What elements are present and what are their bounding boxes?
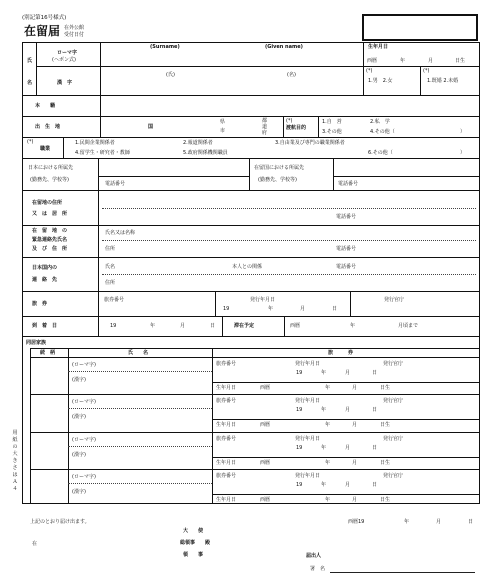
birth-label: 生年月日 [368, 44, 389, 50]
arrival-label: 到 着 日 [32, 323, 58, 329]
family-row-1-day: 日 [372, 370, 378, 376]
family-row-2-birth-field[interactable] [213, 420, 479, 431]
japan-contact-label-1: 日本国内の [32, 265, 58, 271]
birth-era: 西暦 [367, 58, 378, 64]
shussei-shi: 市 [220, 128, 226, 134]
family-row-2-year: 年 [321, 407, 327, 413]
family-row-3-dob-day: 日生 [380, 460, 391, 466]
japan-contact-field[interactable] [99, 258, 479, 290]
emergency-addr: 住所 [105, 246, 116, 252]
footer-month: 月 [436, 519, 442, 525]
form-title: 在留届 [24, 24, 61, 38]
office-received: 在外公館 [64, 25, 85, 31]
occupation-label: 職業 [40, 146, 51, 152]
family-row-1-dob-month: 月 [352, 385, 358, 391]
arrival-date-field[interactable] [99, 317, 221, 335]
emergency-label-1: 在 留 地 の [32, 228, 68, 234]
stay-era: 西暦 [290, 323, 301, 329]
family-row-3-dob-month: 月 [352, 460, 358, 466]
family-row-1-nineteen: 19 [296, 370, 303, 376]
local-affiliation-label-1: 日本における所属先 [28, 165, 74, 171]
shussei-kuni: 国 [148, 124, 154, 130]
passport-nineteen: 19 [223, 306, 230, 312]
arrival-nineteen: 19 [110, 323, 117, 329]
stay-year: 年 [350, 323, 356, 329]
family-row-2-issued: 発行年月日 [295, 398, 321, 404]
footer-statement: 上記のとおり届け出ます。 [30, 519, 90, 525]
footer-year: 年 [404, 519, 410, 525]
stay-until-field[interactable] [285, 317, 479, 335]
family-row-1-era: 西暦 [260, 385, 271, 391]
japan-contact-tel: 電話番号 [336, 264, 357, 270]
family-row-1-dob-year: 年 [325, 385, 331, 391]
family-row-3-birth: 生年月日 [216, 460, 237, 466]
family-row-2-relation-field[interactable] [31, 395, 67, 431]
family-row-4-name-field[interactable] [69, 470, 211, 503]
birth-year: 年 [400, 58, 406, 64]
family-row-4-passport-num: 旅券番号 [216, 473, 237, 479]
family-section-label: 同居家族 [26, 340, 47, 346]
purpose-2[interactable]: 2.私 学 [370, 119, 390, 125]
family-row-2-roman: (ローマ字) [72, 399, 96, 405]
purpose-1[interactable]: 1.自 営 [322, 119, 342, 125]
family-row-4-kanji: (漢字) [72, 489, 86, 495]
family-row-4-birth-field[interactable] [213, 495, 479, 503]
office-stamp-box[interactable] [362, 14, 478, 41]
birth-month: 月 [428, 58, 434, 64]
emergency-label-3: 及 び 住 所 [32, 246, 68, 252]
family-row-4-issued: 発行年月日 [295, 473, 321, 479]
occupation-3[interactable]: 3.自由業及び専門の職業関係者 [275, 140, 345, 146]
paper-size-note: 用紙の大きさはＡ４ [12, 430, 18, 492]
given-name-label: (Given name) [265, 44, 303, 50]
family-row-1-kanji: (漢字) [72, 377, 86, 383]
family-row-3-roman: (ローマ字) [72, 437, 96, 443]
family-row-1-issuer: 発行官庁 [383, 361, 404, 367]
purpose-no: (*) [286, 118, 293, 124]
family-row-3-passport-field[interactable] [213, 433, 479, 456]
family-row-3-dob-year: 年 [325, 460, 331, 466]
family-row-1-passport-num: 旅券番号 [216, 361, 237, 367]
address-label-2: 又 は 居 所 [32, 211, 68, 217]
footer-to-ambassador: 大 使 [183, 528, 204, 534]
family-row-2-birth: 生年月日 [216, 422, 237, 428]
passport-label: 旅 券 [32, 301, 48, 307]
local-affiliation-tel: 電話番号 [105, 181, 126, 187]
family-row-3-birth-field[interactable] [213, 458, 479, 468]
family-row-1-issued: 発行年月日 [295, 361, 321, 367]
roman-sub: (ヘボン式) [52, 57, 76, 63]
family-row-1-passport-field[interactable] [213, 358, 479, 381]
family-row-2-dob-month: 月 [352, 422, 358, 428]
birthplace-field[interactable] [101, 117, 282, 136]
passport-issuer-field[interactable] [351, 292, 479, 315]
passport-number-field[interactable] [99, 292, 214, 315]
passport-issuer-label: 発行官庁 [384, 297, 405, 303]
family-row-4-month: 月 [345, 482, 351, 488]
honseki-label: 本 籍 [35, 103, 56, 109]
date-received: 受付日付 [64, 32, 85, 38]
footer-applicant: 届出人 [306, 553, 322, 559]
family-row-2-passport-num: 旅券番号 [216, 398, 237, 404]
abroad-affiliation-label-2: (勤務先、学校等) [258, 177, 297, 183]
family-row-1-birth: 生年月日 [216, 385, 237, 391]
marital-options[interactable]: 1.既婚 2.未婚 [427, 78, 459, 84]
japan-contact-relation: 本人との関係 [232, 264, 263, 270]
footer-to-consul-general: 総領事 殿 [180, 540, 211, 546]
emergency-field[interactable] [99, 226, 479, 256]
japan-contact-addr: 住所 [105, 280, 116, 286]
family-col-passport: 旅 券 [328, 350, 354, 356]
family-row-2-passport-field[interactable] [213, 395, 479, 418]
footer-day: 日 [468, 519, 474, 525]
arrival-month: 月 [180, 323, 186, 329]
family-row-4-dob-month: 月 [352, 497, 358, 503]
stay-month: 月頃まで [398, 323, 419, 329]
footer-at: 在 [32, 541, 38, 547]
family-row-1-dob-day: 日生 [380, 385, 391, 391]
family-row-2-dob-year: 年 [325, 422, 331, 428]
japan-contact-name: 氏名 [105, 264, 116, 270]
passport-day: 日 [332, 306, 338, 312]
family-row-3-kanji: (漢字) [72, 452, 86, 458]
family-row-3-issuer: 発行官庁 [383, 436, 404, 442]
abroad-affiliation-label-1: 在留国における所属先 [254, 165, 305, 171]
shussei-fu: 府 [262, 130, 268, 136]
passport-issued-field[interactable] [216, 292, 349, 315]
family-row-3-nineteen: 19 [296, 445, 303, 451]
submission-date-field[interactable] [360, 517, 475, 526]
footer-date-prefix: 西暦19 [348, 519, 365, 525]
shussei-to: 都 [262, 118, 268, 124]
family-row-1-month: 月 [345, 370, 351, 376]
form-number: (別記第16号様式) [22, 15, 67, 21]
family-row-4-dob-day: 日生 [380, 497, 391, 503]
family-row-2-nineteen: 19 [296, 407, 303, 413]
occupation-1[interactable]: 1.民間企業関係者 [75, 140, 115, 146]
kanji-mei: (名) [287, 72, 296, 78]
shussei-dou: 道 [262, 124, 268, 130]
family-row-2-dob-day: 日生 [380, 422, 391, 428]
family-row-3-era: 西暦 [260, 460, 271, 466]
sex-no: (*) [366, 68, 373, 74]
family-row-3-issued: 発行年月日 [295, 436, 321, 442]
family-row-4-passport-field[interactable] [213, 470, 479, 493]
family-row-4-issuer: 発行官庁 [383, 473, 404, 479]
kanji-shi: (氏) [166, 72, 175, 78]
family-row-3-day: 日 [372, 445, 378, 451]
passport-issued-label: 発行年月日 [250, 297, 276, 303]
occupation-2[interactable]: 2.報道関係者 [183, 140, 213, 146]
family-row-1-year: 年 [321, 370, 327, 376]
family-row-4-nineteen: 19 [296, 482, 303, 488]
occupation-6[interactable]: 6.その他（ [368, 150, 393, 156]
family-row-1-roman: (ローマ字) [72, 362, 96, 368]
name-label-shi: 氏 [27, 58, 33, 64]
japan-contact-label-2: 連 絡 先 [32, 277, 58, 283]
roman-label: ローマ字 [57, 50, 78, 56]
footer-to-consul: 領 事 [183, 552, 204, 558]
birth-day: 日生 [455, 58, 466, 64]
family-row-2-issuer: 発行官庁 [383, 398, 404, 404]
family-row-2-kanji: (漢字) [72, 414, 86, 420]
family-col-name: 氏 名 [128, 350, 149, 356]
local-affiliation-label-2: (勤務先、学校等) [30, 177, 69, 183]
family-row-4-dob-year: 年 [325, 497, 331, 503]
emergency-label-2: 緊急連絡先氏名 [32, 237, 68, 243]
name-label-mei: 名 [27, 80, 33, 86]
arrival-year: 年 [150, 323, 156, 329]
family-row-1-relation-field[interactable] [31, 358, 67, 393]
occupation-4[interactable]: 4.留学生・研究者・教師 [75, 150, 130, 156]
family-row-3-name-field[interactable] [69, 433, 211, 468]
occupation-close: ） [460, 150, 466, 156]
abroad-affiliation-tel: 電話番号 [338, 181, 359, 187]
family-row-3-year: 年 [321, 445, 327, 451]
family-row-3-passport-num: 旅券番号 [216, 436, 237, 442]
marital-no: (*) [423, 68, 430, 74]
family-row-4-era: 西暦 [260, 497, 271, 503]
shussei-ken: 県 [220, 119, 226, 125]
address-tel: 電話番号 [336, 214, 357, 220]
stay-label: 滞在予定 [234, 323, 255, 329]
family-row-4-relation-field[interactable] [31, 470, 67, 503]
surname-label: (Surname) [150, 44, 180, 50]
family-row-3-relation-field[interactable] [31, 433, 67, 468]
shussei-label: 出 生 地 [35, 124, 61, 130]
passport-year: 年 [268, 306, 274, 312]
birth-date-field[interactable] [378, 55, 478, 65]
family-row-4-year: 年 [321, 482, 327, 488]
passport-number-label: 旅券番号 [104, 297, 125, 303]
family-row-3-month: 月 [345, 445, 351, 451]
emergency-tel: 電話番号 [336, 246, 357, 252]
kanji-name-field[interactable] [101, 78, 362, 94]
footer-sign: 署 名 [310, 566, 326, 572]
honseki-field[interactable] [101, 96, 479, 115]
purpose-close: ） [460, 129, 466, 135]
purpose-4[interactable]: 4.その他（ [370, 129, 395, 135]
family-row-4-roman: (ローマ字) [72, 474, 96, 480]
family-row-2-day: 日 [372, 407, 378, 413]
purpose-3[interactable]: 3.その他 [322, 129, 342, 135]
family-row-2-name-field[interactable] [69, 395, 211, 431]
occupation-5[interactable]: 5.政府関係機関職員 [183, 150, 228, 156]
signature-field[interactable] [330, 562, 475, 572]
family-row-4-birth: 生年月日 [216, 497, 237, 503]
passport-month: 月 [300, 306, 306, 312]
abroad-affiliation-field[interactable] [334, 159, 479, 175]
family-row-1-name-field[interactable] [69, 358, 211, 393]
kanji-label: 漢 字 [57, 80, 73, 86]
family-row-2-month: 月 [345, 407, 351, 413]
local-affiliation-field[interactable] [99, 159, 248, 175]
family-row-4-day: 日 [372, 482, 378, 488]
address-field[interactable] [99, 191, 479, 224]
address-label-1: 在留地の住所 [32, 200, 63, 206]
roman-name-field[interactable] [101, 50, 362, 65]
sex-options[interactable]: 1.男 2.女 [368, 78, 393, 84]
family-col-rel: 続 柄 [40, 350, 56, 356]
family-row-1-birth-field[interactable] [213, 383, 479, 393]
occupation-no: (*) [27, 139, 34, 145]
arrival-day: 日 [210, 323, 216, 329]
family-row-2-era: 西暦 [260, 422, 271, 428]
emergency-name: 氏名又は名称 [105, 230, 136, 236]
purpose-label: 渡航目的 [286, 125, 307, 131]
